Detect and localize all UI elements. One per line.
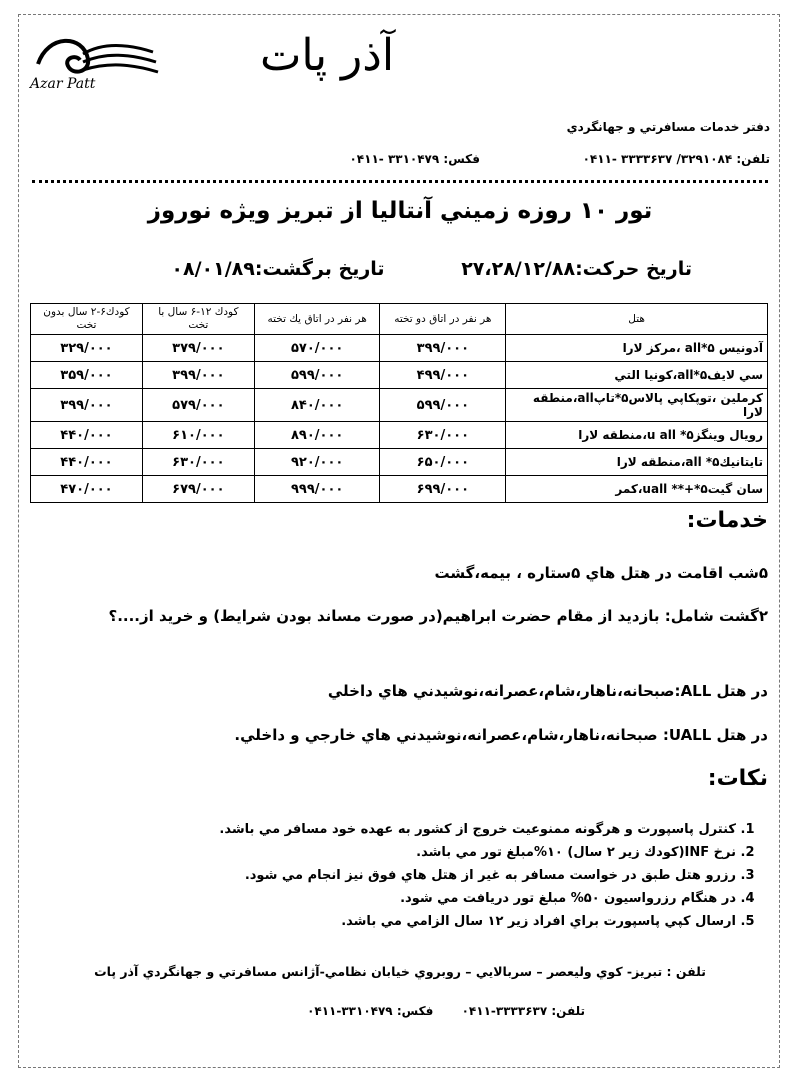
table-row bbox=[31, 362, 768, 389]
note-item: 1. كنترل پاسپورت و هرگونه ممنوعيت خروج از كشور به عهده خود مسافر مي باشد. bbox=[70, 818, 736, 841]
company-logo bbox=[28, 24, 168, 104]
note-item: 5. ارسال كپي پاسپورت براي افراد زير ۱۲ سال الزامي مي باشد. bbox=[70, 910, 736, 933]
tour-dates bbox=[171, 258, 692, 280]
hotel-name: رويال وينگز۵* u all،منطقه لارا bbox=[506, 422, 768, 449]
header-phone: تلفن: ۳۲۹۱۰۸۴/ ۳۳۳۳۶۳۷ -۰۴۱۱ bbox=[582, 152, 770, 166]
price-child-bed: ۶۷۹/۰۰۰ bbox=[142, 476, 254, 503]
table-row bbox=[31, 476, 768, 503]
price-child-nobed: ۴۴۰/۰۰۰ bbox=[31, 449, 143, 476]
return-date: تاريخ برگشت:۰۸/۰۱/۸۹ bbox=[171, 258, 385, 280]
notes-heading: نكات: bbox=[707, 766, 768, 791]
price-child-bed: ۶۳۰/۰۰۰ bbox=[142, 449, 254, 476]
service-item: در هتل UALL: صبحانه،ناهار،شام،عصرانه،نوشيدني هاي خارجي و داخلي. bbox=[234, 726, 768, 744]
price-single: ۸۴۰/۰۰۰ bbox=[254, 389, 380, 422]
footer-contacts bbox=[307, 1004, 585, 1018]
col-single: هر نفر در اتاق يك تخته bbox=[254, 304, 380, 335]
col-child-bed: كودك ۱۲-۶ سال با تخت bbox=[142, 304, 254, 335]
table-row bbox=[31, 335, 768, 362]
hotel-name: سي لايف۵*all،كونيا التي bbox=[506, 362, 768, 389]
hotel-name: آدونيس ۵*all ،مركز لارا bbox=[506, 335, 768, 362]
price-child-nobed: ۴۴۰/۰۰۰ bbox=[31, 422, 143, 449]
footer-fax: فكس: ۳۳۱۰۴۷۹-۰۴۱۱ bbox=[307, 1004, 434, 1018]
tour-title: تور ۱۰ روزه زميني آنتاليا از تبريز ويژه نوروز bbox=[147, 198, 653, 224]
price-single: ۵۷۰/۰۰۰ bbox=[254, 335, 380, 362]
service-item: ۲گشت شامل: بازديد از مقام حضرت ابراهيم(در صورت مساند بودن شرايط) و خريد از....؟ bbox=[108, 607, 768, 625]
hotel-name: تايتانيك۵* all،منطقه لارا bbox=[506, 449, 768, 476]
col-child-nobed: كودك۶-۲ سال بدون تخت bbox=[31, 304, 143, 335]
note-item: 3. رزرو هتل طبق در خواست مسافر به غير از هتل هاي فوق نيز انجام مي شود. bbox=[70, 864, 736, 887]
table-header-row bbox=[31, 304, 768, 335]
brand-name: آذر پات bbox=[260, 30, 395, 81]
price-child-bed: ۶۱۰/۰۰۰ bbox=[142, 422, 254, 449]
price-single: ۸۹۰/۰۰۰ bbox=[254, 422, 380, 449]
note-item: 4. در هنگام رزرواسيون ۵۰% مبلغ تور دريافت مي شود. bbox=[70, 887, 736, 910]
price-child-bed: ۳۹۹/۰۰۰ bbox=[142, 362, 254, 389]
services-heading: خدمات: bbox=[686, 508, 768, 533]
price-double: ۶۹۹/۰۰۰ bbox=[380, 476, 506, 503]
logo-text: Azar Patt bbox=[30, 76, 96, 92]
footer-address: تلفن : تبريز- كوي وليعصر – سربالايي – روبروي خيابان نظامي-آژانس مسافرتي و جهانگردي آذر پات bbox=[94, 964, 706, 979]
service-item: ۵شب اقامت در هتل هاي ۵ستاره ، بيمه،گشت bbox=[434, 564, 768, 582]
hotel-price-table bbox=[30, 303, 768, 503]
table-row bbox=[31, 449, 768, 476]
hotel-name: كرملين ،توپكاپي پالاس۵*تاپall،منطقه لارا bbox=[506, 389, 768, 422]
note-item: 2. نرخ INF(كودك زير ۲ سال) ۱۰%مبلغ تور مي باشد. bbox=[70, 841, 736, 864]
notes-list bbox=[70, 818, 760, 933]
dotted-divider bbox=[32, 180, 768, 183]
table-row bbox=[31, 422, 768, 449]
price-double: ۳۹۹/۰۰۰ bbox=[380, 335, 506, 362]
footer-phone: تلفن: ۳۳۳۳۶۳۷-۰۴۱۱ bbox=[461, 1004, 585, 1018]
price-child-nobed: ۳۲۹/۰۰۰ bbox=[31, 335, 143, 362]
price-double: ۶۵۰/۰۰۰ bbox=[380, 449, 506, 476]
col-double: هر نفر در اتاق دو تخته bbox=[380, 304, 506, 335]
price-double: ۵۹۹/۰۰۰ bbox=[380, 389, 506, 422]
price-child-nobed: ۴۷۰/۰۰۰ bbox=[31, 476, 143, 503]
price-double: ۶۳۰/۰۰۰ bbox=[380, 422, 506, 449]
price-single: ۹۹۹/۰۰۰ bbox=[254, 476, 380, 503]
office-line: دفتر خدمات مسافرتي و جهانگردي bbox=[566, 120, 770, 134]
price-child-nobed: ۳۹۹/۰۰۰ bbox=[31, 389, 143, 422]
price-double: ۴۹۹/۰۰۰ bbox=[380, 362, 506, 389]
col-hotel: هتل bbox=[506, 304, 768, 335]
header-fax: فكس: ۳۳۱۰۴۷۹ -۰۴۱۱ bbox=[349, 152, 480, 166]
departure-date: تاريخ حركت:۲۷،۲۸/۱۲/۸۸ bbox=[461, 258, 692, 280]
price-child-nobed: ۳۵۹/۰۰۰ bbox=[31, 362, 143, 389]
service-item: در هتل ALL:صبحانه،ناهار،شام،عصرانه،نوشيدني هاي داخلي bbox=[327, 682, 768, 700]
price-single: ۹۲۰/۰۰۰ bbox=[254, 449, 380, 476]
table-row bbox=[31, 389, 768, 422]
price-child-bed: ۵۷۹/۰۰۰ bbox=[142, 389, 254, 422]
price-child-bed: ۳۷۹/۰۰۰ bbox=[142, 335, 254, 362]
hotel-name: سان گيت۵*+** uall،كمر bbox=[506, 476, 768, 503]
price-single: ۵۹۹/۰۰۰ bbox=[254, 362, 380, 389]
